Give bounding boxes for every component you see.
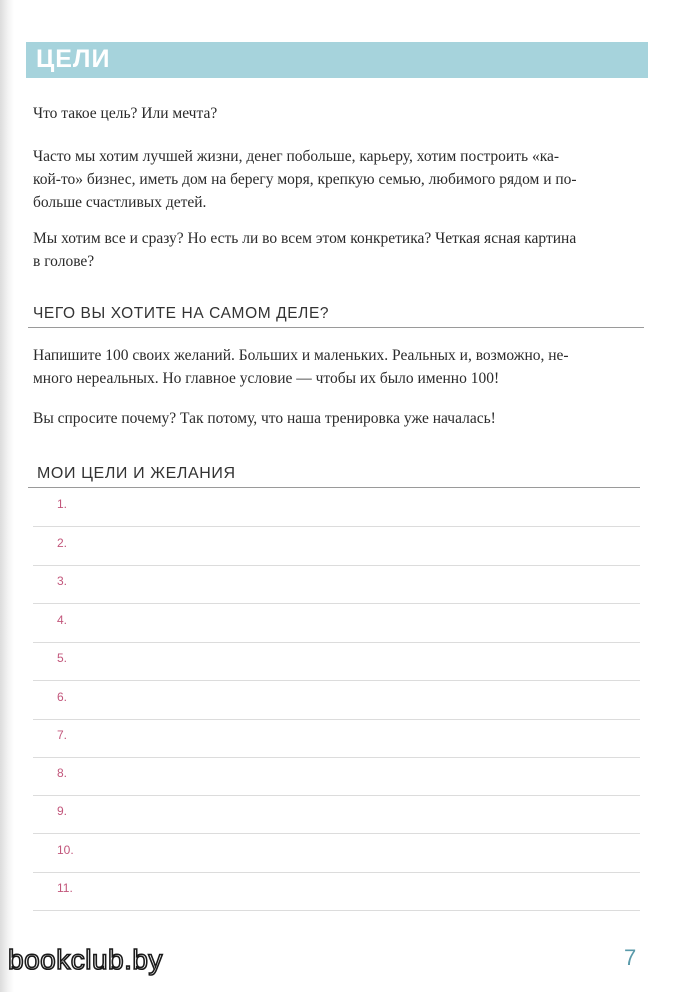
watermark: bookclub.by [8,944,163,975]
section-paragraph-1-line-1: Напишите 100 своих желаний. Больших и маленьких. Реальных и, возможно, не- [33,347,569,364]
goal-number: 8. [57,766,68,780]
goal-number: 4. [57,613,68,627]
section-divider [28,327,644,328]
goal-line[interactable] [33,834,640,873]
goal-line[interactable] [33,872,640,911]
goal-line[interactable] [33,719,640,758]
goal-number: 1. [57,497,68,511]
goal-number: 11. [57,881,73,895]
goals-title: МОИ ЦЕЛИ И ЖЕЛАНИЯ [37,465,236,482]
goal-number: 10. [57,843,74,857]
intro-paragraph-3-line-2: в голове? [33,253,95,270]
goal-number: 7. [57,728,68,742]
goal-number: 3. [57,574,68,588]
section-title: ЧЕГО ВЫ ХОТИТЕ НА САМОМ ДЕЛЕ? [33,305,330,322]
intro-paragraph-2-line-3: больше счастливых детей. [33,194,207,211]
chapter-header-bar [26,42,648,78]
goal-number: 5. [57,651,68,665]
chapter-title: ЦЕЛИ [36,45,111,73]
intro-paragraph-2-line-2: кой-то» бизнес, иметь дом на берегу моря, крепкую семью, любимого рядом и по- [33,171,577,188]
goal-line[interactable] [33,604,640,643]
intro-paragraph-3-line-1: Мы хотим все и сразу? Но есть ли во всем этом конкретика? Четкая ясная картина [33,230,577,247]
page-edge-shadow [0,0,14,992]
section-paragraph-2: Вы спросите почему? Так потому, что наша тренировка уже началась! [33,410,496,427]
goal-line[interactable] [33,795,640,834]
goal-line[interactable] [33,642,640,681]
goal-line[interactable] [33,565,640,604]
intro-paragraph-1: Что такое цель? Или мечта? [33,105,218,122]
goal-number: 9. [57,804,68,818]
goal-number: 2. [57,536,68,550]
section-paragraph-1-line-2: много нереальных. Но главное условие — чтобы их было именно 100! [33,370,500,387]
goal-line[interactable] [33,681,640,720]
goal-line[interactable] [33,527,640,566]
page-number: 7 [624,945,637,970]
goal-line[interactable] [33,757,640,796]
goal-line[interactable] [33,488,640,527]
goal-number: 6. [57,690,68,704]
intro-paragraph-2-line-1: Часто мы хотим лучшей жизни, денег побольше, карьеру, хотим построить «ка- [33,148,560,165]
